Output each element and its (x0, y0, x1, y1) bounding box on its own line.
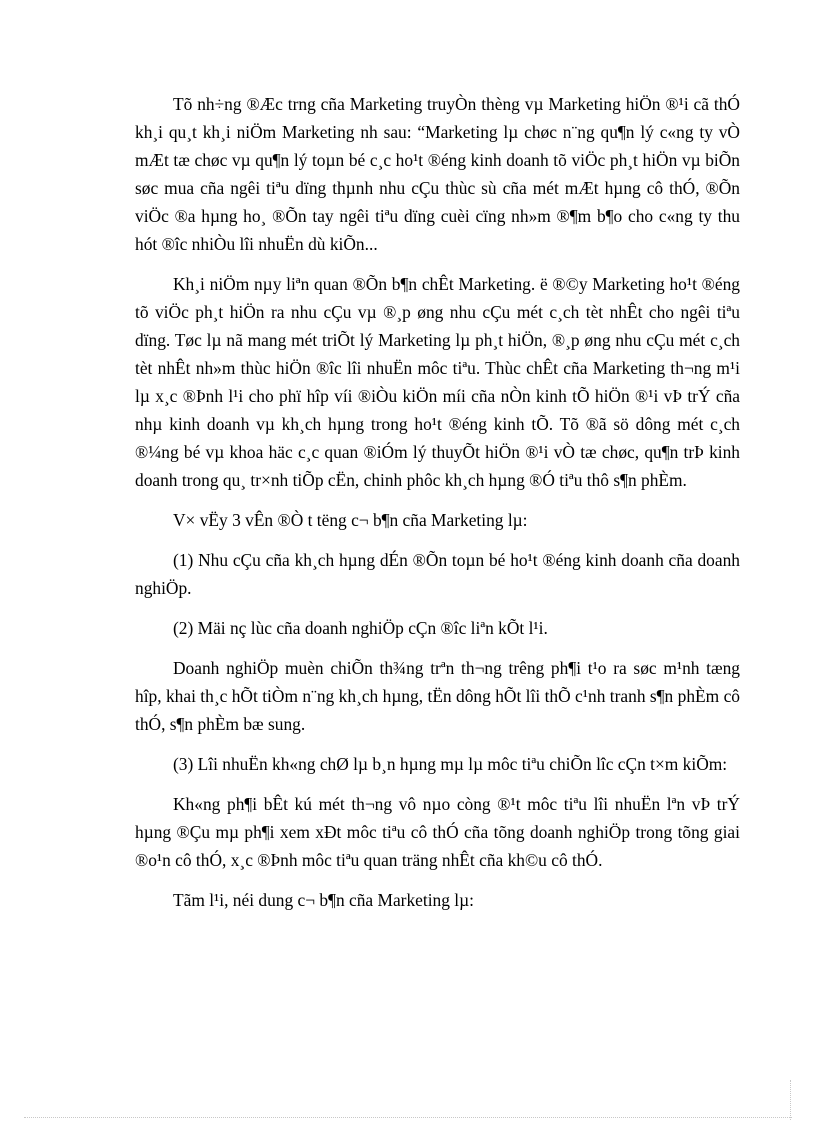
paragraph-summary-intro: Tãm l¹i, néi dung c¬ b¶n cña Marketing lµ: (173, 890, 474, 910)
document-body (135, 90, 740, 926)
page-right-border (790, 1080, 791, 1120)
page-bottom-border (24, 1117, 792, 1118)
paragraph-three-issues-intro: V× vËy 3 vÊn ®Ò t tëng c¬ b¶n cña Marketing lµ: (173, 510, 528, 530)
paragraph-marketing-essence: Kh¸i niÖm nµy liªn quan ®Õn b¶n chÊt Marketing. ë ®©y Marketing ho¹t ®éng tõ viÖc ph¸t hiÖn ra nhu cÇu vµ ®¸p øng nhu cÇu mét c¸ch tèt nhÊt cho ngêi tiªu dïng. Tøc lµ nã mang mét triÕt lý Marketing lµ ph¸t hiÖn, ®¸p øng nhu cÇu mét c¸ch tèt nhÊt nh»m thùc hiÖn ®îc lîi nhuËn môc tiªu. Thùc chÊt cña Marketing th¬ng m¹i lµ x¸c ®Þnh l¹i cho phï hîp víi ®iÒu kiÖn míi cña nÒn kinh tÕ hiÖn ®¹i vÞ trÝ cña nhµ kinh doanh vµ kh¸ch hµng trong ho¹t ®éng kinh tÕ. Tõ ®ã sö dông mét c¸ch ®¼ng bé vµ khoa häc c¸c quan ®iÓm lý thuyÕt hiÖn ®¹i vÒ tæ chøc, qu¶n trÞ kinh doanh trong qu¸ tr×nh tiÕp cËn, chinh phôc kh¸ch hµng ®Ó tiªu thô s¶n phÈm. (135, 274, 740, 490)
paragraph-issue-3: (3) Lîi nhuËn kh«ng chØ lµ b¸n hµng mµ lµ môc tiªu chiÕn lîc cÇn t×m kiÕm: (173, 754, 728, 774)
paragraph-issue-3-detail: Kh«ng ph¶i bÊt kú mét th¬ng vô nµo còng ®¹t môc tiªu lîi nhuËn lªn vÞ trÝ hµng ®Çu mµ ph¶i xem xÐt môc tiªu cô thÓ cña tõng doanh nghiÖp trong tõng giai ®o¹n cô thÓ, x¸c ®Þnh môc tiªu quan träng nhÊt cña kh©u cô thÓ. (135, 794, 740, 870)
paragraph-issue-1: (1) Nhu cÇu cña kh¸ch hµng dÉn ®Õn toµn bé ho¹t ®éng kinh doanh cña doanh nghiÖp. (135, 550, 740, 598)
paragraph-marketing-definition: Tõ nh÷ng ®Æc trng cña Marketing truyÒn thèng vµ Marketing hiÖn ®¹i cã thÓ kh¸i qu¸t kh¸i niÖm Marketing nh sau: “Marketing lµ chøc n¨ng qu¶n lý c«ng ty vÒ mÆt tæ chøc vµ qu¶n lý toµn bé c¸c ho¹t ®éng kinh doanh tõ viÖc ph¸t hiÖn vµ biÕn søc mua cña ngêi tiªu dïng thµnh nhu cÇu thùc sù cña mét mÆt hµng cô thÓ, ®Õn viÖc ®a hµng ho¸ ®Õn tay ngêi tiªu dïng cuèi cïng nh»m ®¶m b¶o cho c«ng ty thu hót ®îc nhiÒu lîi nhuËn dù kiÕn... (135, 94, 740, 254)
paragraph-issue-2: (2) Mäi nç lùc cña doanh nghiÖp cÇn ®îc liªn kÕt l¹i. (173, 618, 548, 638)
paragraph-issue-2-detail: Doanh nghiÖp muèn chiÕn th¾ng trªn th¬ng trêng ph¶i t¹o ra søc m¹nh tæng hîp, khai th¸c hÕt tiÒm n¨ng kh¸ch hµng, tËn dông hÕt lîi thÕ c¹nh tranh s¶n phÈm cô thÓ, s¶n phÈm bæ sung. (135, 658, 740, 734)
